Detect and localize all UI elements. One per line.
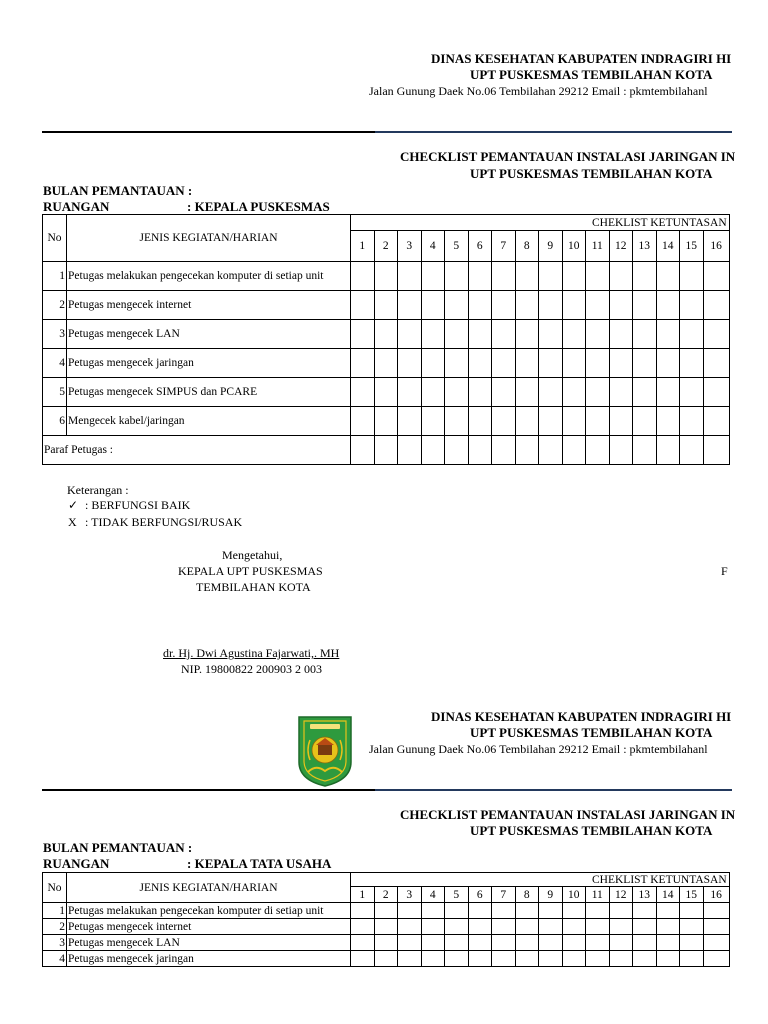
row-number: 1 <box>43 262 67 291</box>
check-cell[interactable] <box>703 919 729 935</box>
row-activity: Petugas mengecek jaringan <box>67 951 351 967</box>
check-cell[interactable] <box>680 349 704 378</box>
check-cell[interactable] <box>374 407 398 436</box>
check-cell[interactable] <box>586 951 610 967</box>
check-cell[interactable] <box>609 919 633 935</box>
check-cell[interactable] <box>562 349 586 378</box>
check-cell[interactable] <box>515 407 539 436</box>
check-cell[interactable] <box>633 951 657 967</box>
room-label-2: RUANGAN <box>43 856 110 871</box>
check-cell[interactable] <box>351 935 375 951</box>
address-line: Jalan Gunung Daek No.06 Tembilahan 29212 Email : pkmtembilahanl <box>369 84 708 98</box>
unit-name: UPT PUSKESMAS TEMBILAHAN KOTA <box>470 67 713 82</box>
check-cell[interactable] <box>421 262 445 291</box>
check-cell[interactable] <box>398 919 422 935</box>
check-cell[interactable] <box>468 291 492 320</box>
check-cell[interactable] <box>586 903 610 919</box>
check-cell[interactable] <box>374 919 398 935</box>
day-header-cell: 4 <box>421 887 445 903</box>
day-header-cell: 11 <box>586 231 610 262</box>
paraf-cell[interactable] <box>468 436 492 465</box>
row-number: 4 <box>43 349 67 378</box>
day-header-cell: 10 <box>562 887 586 903</box>
check-cell[interactable] <box>562 407 586 436</box>
paraf-row <box>43 436 730 465</box>
check-cell[interactable] <box>586 935 610 951</box>
day-header-cell: 8 <box>515 231 539 262</box>
day-header-cell: 6 <box>468 231 492 262</box>
check-cell[interactable] <box>562 320 586 349</box>
check-cell[interactable] <box>515 349 539 378</box>
check-cell[interactable] <box>680 262 704 291</box>
unit-name-2: UPT PUSKESMAS TEMBILAHAN KOTA <box>470 725 713 740</box>
check-cell[interactable] <box>445 951 469 967</box>
check-cell[interactable] <box>680 935 704 951</box>
check-cell[interactable] <box>351 919 375 935</box>
day-header-cell: 5 <box>445 231 469 262</box>
paraf-cell[interactable] <box>421 436 445 465</box>
col-checklist-header: CHEKLIST KETUNTASAN <box>351 215 730 231</box>
check-cell[interactable] <box>539 378 563 407</box>
check-cell[interactable] <box>609 378 633 407</box>
check-cell[interactable] <box>539 951 563 967</box>
check-cell[interactable] <box>562 262 586 291</box>
paraf-cell[interactable] <box>680 436 704 465</box>
check-cell[interactable] <box>445 291 469 320</box>
check-cell[interactable] <box>515 903 539 919</box>
row-number: 2 <box>43 919 67 935</box>
day-header-cell: 10 <box>562 231 586 262</box>
row-activity: Petugas mengecek LAN <box>67 935 351 951</box>
check-cell[interactable] <box>421 378 445 407</box>
paraf-cell[interactable] <box>656 436 680 465</box>
check-cell[interactable] <box>515 291 539 320</box>
check-cell[interactable] <box>351 291 375 320</box>
row-number: 3 <box>43 935 67 951</box>
check-cell[interactable] <box>421 919 445 935</box>
day-header-cell: 2 <box>374 231 398 262</box>
address-line-2: Jalan Gunung Daek No.06 Tembilahan 29212 Email : pkmtembilahanl <box>369 742 708 756</box>
check-cell[interactable] <box>421 935 445 951</box>
check-cell[interactable] <box>703 378 729 407</box>
check-cell[interactable] <box>562 935 586 951</box>
paraf-label: Paraf Petugas : <box>43 436 351 465</box>
check-cell[interactable] <box>351 349 375 378</box>
check-cell[interactable] <box>468 951 492 967</box>
check-cell[interactable] <box>351 903 375 919</box>
table-row <box>43 349 730 378</box>
check-cell[interactable] <box>398 291 422 320</box>
room-label: RUANGAN <box>43 199 110 214</box>
form-title-2: CHECKLIST PEMANTAUAN INSTALASI JARINGAN IN <box>400 807 736 822</box>
check-cell[interactable] <box>586 407 610 436</box>
row-number: 6 <box>43 407 67 436</box>
check-cell[interactable] <box>515 320 539 349</box>
day-header-cell: 12 <box>609 887 633 903</box>
signature-right-fragment: F <box>721 564 728 578</box>
check-cell[interactable] <box>421 320 445 349</box>
check-cell[interactable] <box>468 378 492 407</box>
check-cell[interactable] <box>680 291 704 320</box>
col-checklist-header: CHEKLIST KETUNTASAN <box>351 873 730 887</box>
check-cell[interactable] <box>445 349 469 378</box>
day-header-cell: 16 <box>703 231 729 262</box>
regency-emblem-icon <box>296 714 354 788</box>
row-number: 2 <box>43 291 67 320</box>
header-divider-accent <box>375 131 732 133</box>
check-cell[interactable] <box>539 407 563 436</box>
check-cell[interactable] <box>374 349 398 378</box>
check-cell[interactable] <box>703 349 729 378</box>
day-header-cell: 13 <box>633 887 657 903</box>
check-cell[interactable] <box>609 320 633 349</box>
table-row <box>43 262 730 291</box>
check-cell[interactable] <box>680 951 704 967</box>
day-header-cell: 7 <box>492 887 516 903</box>
table-row <box>43 919 730 935</box>
check-cell[interactable] <box>351 378 375 407</box>
check-cell[interactable] <box>468 935 492 951</box>
check-cell[interactable] <box>445 919 469 935</box>
paraf-cell[interactable] <box>703 436 729 465</box>
check-cell[interactable] <box>374 903 398 919</box>
check-cell[interactable] <box>468 262 492 291</box>
check-cell[interactable] <box>633 349 657 378</box>
header-divider-accent-2 <box>375 789 732 791</box>
check-cell[interactable] <box>656 262 680 291</box>
check-cell[interactable] <box>609 903 633 919</box>
day-header-cell: 1 <box>351 231 375 262</box>
signatory-nip: NIP. 19800822 200903 2 003 <box>181 662 323 676</box>
signature-position-1: KEPALA UPT PUSKESMAS <box>178 564 323 578</box>
day-header-cell: 11 <box>586 887 610 903</box>
day-header-cell: 3 <box>398 231 422 262</box>
check-cell[interactable] <box>633 291 657 320</box>
check-cell[interactable] <box>703 407 729 436</box>
row-activity: Mengecek kabel/jaringan <box>67 407 351 436</box>
check-cell[interactable] <box>398 951 422 967</box>
check-cell[interactable] <box>398 320 422 349</box>
day-header-cell: 1 <box>351 887 375 903</box>
check-cell[interactable] <box>633 407 657 436</box>
check-cell[interactable] <box>468 320 492 349</box>
check-cell[interactable] <box>562 951 586 967</box>
check-cell[interactable] <box>421 407 445 436</box>
check-cell[interactable] <box>586 320 610 349</box>
month-label: BULAN PEMANTAUAN : <box>43 183 193 198</box>
check-cell[interactable] <box>539 291 563 320</box>
paraf-cell[interactable] <box>633 436 657 465</box>
check-cell[interactable] <box>656 407 680 436</box>
check-cell[interactable] <box>492 407 516 436</box>
check-cell[interactable] <box>703 951 729 967</box>
check-cell[interactable] <box>703 291 729 320</box>
check-cell[interactable] <box>445 262 469 291</box>
day-header-cell: 9 <box>539 887 563 903</box>
table-row <box>43 951 730 967</box>
table-row <box>43 903 730 919</box>
paraf-cell[interactable] <box>398 436 422 465</box>
check-cell[interactable] <box>609 291 633 320</box>
check-cell[interactable] <box>562 903 586 919</box>
check-cell[interactable] <box>539 320 563 349</box>
day-header-cell: 3 <box>398 887 422 903</box>
check-cell[interactable] <box>468 919 492 935</box>
row-activity: Petugas mengecek jaringan <box>67 349 351 378</box>
check-cell[interactable] <box>351 951 375 967</box>
legend-x-text: : TIDAK BERFUNGSI/RUSAK <box>85 515 243 529</box>
check-cell[interactable] <box>492 903 516 919</box>
room-value-2: : KEPALA TATA USAHA <box>187 856 332 871</box>
check-cell[interactable] <box>492 349 516 378</box>
row-activity: Petugas mengecek SIMPUS dan PCARE <box>67 378 351 407</box>
check-cell[interactable] <box>539 935 563 951</box>
paraf-cell[interactable] <box>492 436 516 465</box>
day-header-cell: 5 <box>445 887 469 903</box>
check-cell[interactable] <box>539 903 563 919</box>
check-cell[interactable] <box>633 903 657 919</box>
table-row <box>43 407 730 436</box>
check-cell[interactable] <box>468 903 492 919</box>
form-subtitle: UPT PUSKESMAS TEMBILAHAN KOTA <box>470 166 713 181</box>
form-subtitle-2: UPT PUSKESMAS TEMBILAHAN KOTA <box>470 823 713 838</box>
col-activity-header: JENIS KEGIATAN/HARIAN <box>67 873 351 903</box>
check-cell[interactable] <box>586 919 610 935</box>
check-cell[interactable] <box>398 349 422 378</box>
check-cell[interactable] <box>374 262 398 291</box>
check-cell[interactable] <box>492 262 516 291</box>
check-cell[interactable] <box>421 903 445 919</box>
check-cell[interactable] <box>680 378 704 407</box>
check-cell[interactable] <box>656 291 680 320</box>
row-number: 1 <box>43 903 67 919</box>
day-header-cell: 6 <box>468 887 492 903</box>
check-cell[interactable] <box>609 951 633 967</box>
check-cell[interactable] <box>633 262 657 291</box>
check-cell[interactable] <box>515 951 539 967</box>
table-row <box>43 320 730 349</box>
check-cell[interactable] <box>374 320 398 349</box>
check-cell[interactable] <box>445 378 469 407</box>
check-cell[interactable] <box>562 378 586 407</box>
paraf-cell[interactable] <box>562 436 586 465</box>
row-number: 5 <box>43 378 67 407</box>
check-cell[interactable] <box>351 262 375 291</box>
check-cell[interactable] <box>351 320 375 349</box>
check-cell[interactable] <box>680 903 704 919</box>
check-cell[interactable] <box>515 262 539 291</box>
col-activity-header: JENIS KEGIATAN/HARIAN <box>67 215 351 262</box>
legend-title: Keterangan : <box>67 483 129 497</box>
check-cell[interactable] <box>421 291 445 320</box>
check-cell[interactable] <box>351 407 375 436</box>
check-cell[interactable] <box>515 919 539 935</box>
check-cell[interactable] <box>609 262 633 291</box>
signature-known: Mengetahui, <box>222 548 283 562</box>
check-cell[interactable] <box>656 320 680 349</box>
agency-name-2: DINAS KESEHATAN KABUPATEN INDRAGIRI HI <box>431 709 732 724</box>
room-value: : KEPALA PUSKESMAS <box>187 199 330 214</box>
check-cell[interactable] <box>633 378 657 407</box>
day-header-cell: 2 <box>374 887 398 903</box>
check-cell[interactable] <box>374 935 398 951</box>
row-activity: Petugas melakukan pengecekan komputer di setiap unit <box>67 903 351 919</box>
agency-name: DINAS KESEHATAN KABUPATEN INDRAGIRI HI <box>431 51 732 66</box>
check-cell[interactable] <box>492 935 516 951</box>
check-cell[interactable] <box>492 320 516 349</box>
checklist-table-2 <box>42 872 730 967</box>
check-cell[interactable] <box>398 903 422 919</box>
check-cell[interactable] <box>633 935 657 951</box>
check-cell[interactable] <box>492 919 516 935</box>
day-header-cell: 8 <box>515 887 539 903</box>
row-activity: Petugas mengecek LAN <box>67 320 351 349</box>
row-activity: Petugas mengecek internet <box>67 919 351 935</box>
paraf-cell[interactable] <box>586 436 610 465</box>
legend-check-icon: ✓ <box>68 498 79 512</box>
signatory-name: dr. Hj. Dwi Agustina Fajarwati,. MH <box>163 646 340 660</box>
check-cell[interactable] <box>656 349 680 378</box>
table-row <box>43 378 730 407</box>
check-cell[interactable] <box>468 349 492 378</box>
check-cell[interactable] <box>374 951 398 967</box>
check-cell[interactable] <box>609 407 633 436</box>
check-cell[interactable] <box>445 903 469 919</box>
check-cell[interactable] <box>586 291 610 320</box>
check-cell[interactable] <box>609 935 633 951</box>
check-cell[interactable] <box>562 919 586 935</box>
check-cell[interactable] <box>421 951 445 967</box>
check-cell[interactable] <box>445 320 469 349</box>
check-cell[interactable] <box>633 320 657 349</box>
check-cell[interactable] <box>421 349 445 378</box>
day-header-cell: 12 <box>609 231 633 262</box>
paraf-cell[interactable] <box>374 436 398 465</box>
checklist-table <box>42 214 730 465</box>
check-cell[interactable] <box>680 407 704 436</box>
check-cell[interactable] <box>562 291 586 320</box>
check-cell[interactable] <box>398 935 422 951</box>
check-cell[interactable] <box>492 291 516 320</box>
day-header-cell: 15 <box>680 887 704 903</box>
check-cell[interactable] <box>656 935 680 951</box>
check-cell[interactable] <box>492 378 516 407</box>
check-cell[interactable] <box>539 262 563 291</box>
paraf-cell[interactable] <box>609 436 633 465</box>
day-header-cell: 16 <box>703 887 729 903</box>
check-cell[interactable] <box>703 935 729 951</box>
paraf-cell[interactable] <box>445 436 469 465</box>
check-cell[interactable] <box>586 349 610 378</box>
check-cell[interactable] <box>633 919 657 935</box>
check-cell[interactable] <box>586 378 610 407</box>
check-cell[interactable] <box>656 951 680 967</box>
paraf-cell[interactable] <box>539 436 563 465</box>
form-title: CHECKLIST PEMANTAUAN INSTALASI JARINGAN IN <box>400 149 736 164</box>
check-cell[interactable] <box>656 378 680 407</box>
paraf-cell[interactable] <box>515 436 539 465</box>
check-cell[interactable] <box>398 407 422 436</box>
check-cell[interactable] <box>515 378 539 407</box>
day-header-cell: 14 <box>656 887 680 903</box>
row-number: 3 <box>43 320 67 349</box>
row-activity: Petugas mengecek internet <box>67 291 351 320</box>
check-cell[interactable] <box>398 262 422 291</box>
day-header-cell: 7 <box>492 231 516 262</box>
check-cell[interactable] <box>703 903 729 919</box>
check-cell[interactable] <box>492 951 516 967</box>
check-cell[interactable] <box>539 919 563 935</box>
check-cell[interactable] <box>609 349 633 378</box>
check-cell[interactable] <box>703 262 729 291</box>
month-label-2: BULAN PEMANTAUAN : <box>43 840 193 855</box>
row-activity: Petugas melakukan pengecekan komputer di setiap unit <box>67 262 351 291</box>
check-cell[interactable] <box>515 935 539 951</box>
table-row <box>43 935 730 951</box>
check-cell[interactable] <box>703 320 729 349</box>
check-cell[interactable] <box>539 349 563 378</box>
check-cell[interactable] <box>374 291 398 320</box>
day-header-cell: 9 <box>539 231 563 262</box>
check-cell[interactable] <box>398 378 422 407</box>
col-no-header: No <box>43 215 67 262</box>
check-cell[interactable] <box>468 407 492 436</box>
legend-x-icon: X <box>68 515 77 529</box>
table-row <box>43 291 730 320</box>
check-cell[interactable] <box>656 919 680 935</box>
legend-check-text: : BERFUNGSI BAIK <box>85 498 191 512</box>
day-header-cell: 13 <box>633 231 657 262</box>
col-no-header: No <box>43 873 67 903</box>
check-cell[interactable] <box>680 919 704 935</box>
check-cell[interactable] <box>445 407 469 436</box>
row-number: 4 <box>43 951 67 967</box>
day-header-cell: 4 <box>421 231 445 262</box>
day-header-cell: 15 <box>680 231 704 262</box>
check-cell[interactable] <box>656 903 680 919</box>
day-header-cell: 14 <box>656 231 680 262</box>
check-cell[interactable] <box>445 935 469 951</box>
check-cell[interactable] <box>374 378 398 407</box>
check-cell[interactable] <box>680 320 704 349</box>
signature-position-2: TEMBILAHAN KOTA <box>196 580 311 594</box>
check-cell[interactable] <box>586 262 610 291</box>
paraf-cell[interactable] <box>351 436 375 465</box>
